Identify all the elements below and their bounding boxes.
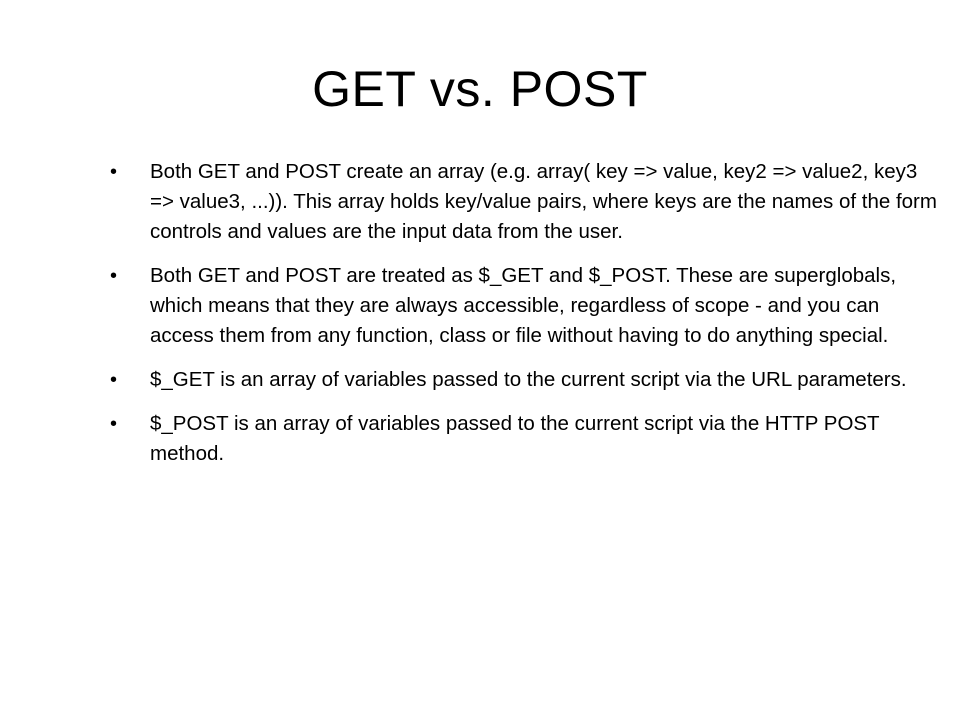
bullet-text: Both GET and POST are treated as $_GET and $_POST. These are superglobals, which means that they are always accessible, regardless of scope - and you can access them from any function, class or file without having to do anything special. [150, 264, 897, 347]
bullet-text: $_POST is an array of variables passed to the current script via the HTTP POST method. [150, 412, 880, 465]
bullet-item [110, 365, 940, 395]
bullet-icon: • [110, 413, 118, 435]
bullet-item [110, 157, 940, 247]
bullet-icon: • [110, 161, 118, 183]
bullet-icon: • [110, 369, 118, 391]
bullet-icon: • [110, 265, 118, 287]
bullet-list [110, 157, 940, 483]
bullet-item [110, 409, 940, 469]
bullet-text: $_GET is an array of variables passed to the current script via the URL parameters. [150, 368, 907, 391]
bullet-text: Both GET and POST create an array (e.g. array( key => value, key2 => value2, key3 => value3, ...)). This array holds key/value pairs, where keys are the names of the form controls and values are the input data from the user. [150, 160, 937, 243]
slide-title: GET vs. POST [312, 61, 648, 117]
bullet-item [110, 261, 940, 351]
